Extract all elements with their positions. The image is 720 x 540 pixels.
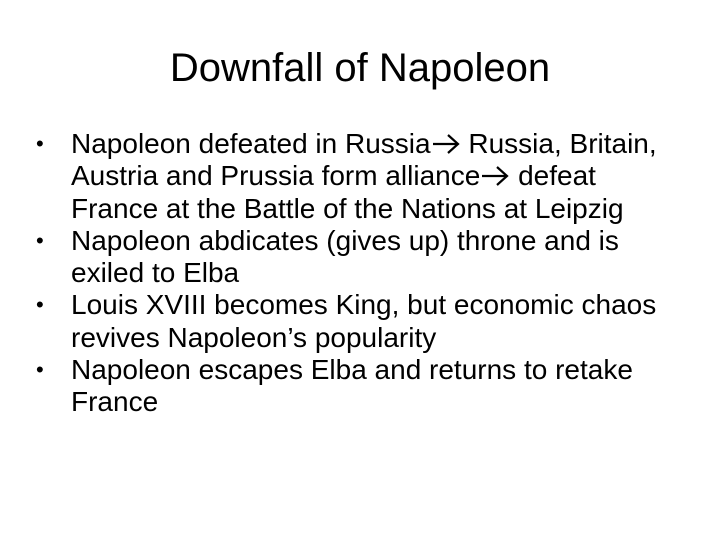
list-item — [36, 289, 686, 354]
bullet-text: Napoleon abdicates (gives up) throne and is exiled to Elba — [71, 224, 619, 289]
bullet-list — [36, 128, 686, 419]
list-item — [36, 128, 686, 225]
slide-title: Downfall of Napoleon — [169, 46, 551, 90]
bullet-text-part: Russia, Britain, Austria and Prussia form alliance — [71, 128, 657, 192]
list-item — [36, 354, 686, 419]
list-item — [36, 225, 686, 290]
right-arrow-icon — [480, 165, 510, 187]
bullet-text-part: defeat France at the Battle of the Nations at Leipzig — [71, 160, 624, 224]
bullet-text: Napoleon escapes Elba and returns to retake France — [71, 354, 633, 418]
bullet-icon: • — [36, 292, 44, 318]
bullet-icon: • — [36, 357, 44, 383]
bullet-icon: • — [36, 227, 44, 253]
bullet-text: Louis XVIII becomes King, but economic chaos revives Napoleon’s popularity — [71, 289, 657, 353]
bullet-icon: • — [36, 131, 44, 156]
right-arrow-icon — [431, 133, 461, 155]
bullet-text-part: Napoleon defeated in Russia — [71, 128, 431, 159]
